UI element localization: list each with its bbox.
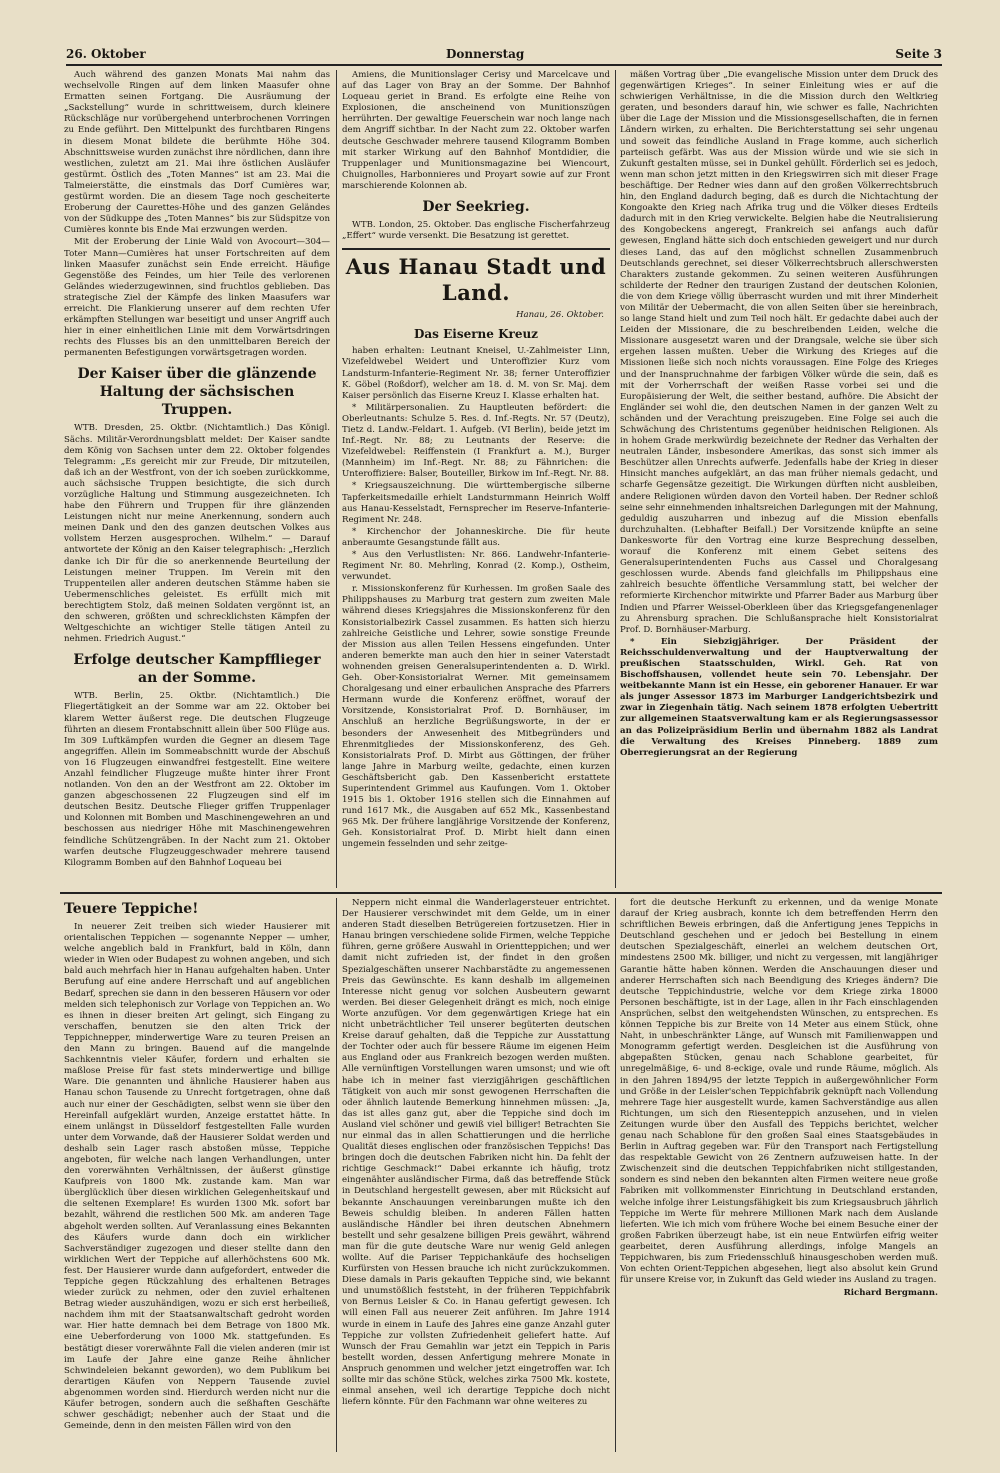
headline-kaiser: Der Kaiser über die glänzende Haltung der sächsischen Truppen.	[77, 366, 317, 419]
section-divider	[60, 892, 942, 894]
headline-kampfflieger: Erfolge deutscher Kampfflieger an der Somme.	[73, 652, 321, 687]
bottom-column-2	[342, 898, 610, 1452]
article-paragraph: WTB. London, 25. Oktober. Das englische Fischerfahrzeug „Effert“ wurde versenkt. Die Besatzung ist gerettet.	[342, 220, 610, 242]
article-paragraph: fort die deutsche Herkunft zu erkennen, und da wenige Monate darauf der Krieg ausbrach, konnte ich dem betreffenden Herrn den schriftlichen Beweis erbringen, daß die Anfertigung jenes Teppichs in Deutschland geschehen und er jedoch bei Bestellung in einem deutschen Spezialgeschäft, einerlei an welchem deutschen Ort, mindestens 2500 Mk. billiger, und nicht zu vergessen, mit langjähriger Garantie hätte haben können. Werden die Anschauungen dieser und anderer Herrschaften sich nach Beendigung des Krieges ändern? Die deutsche Teppichindustrie, welche vor dem Kriege zirka 18000 Personen beschäftigte, ist in der Lage, allen in ihr Fach einschlagenden Ansprüchen, selbst den weitgehendsten Wünschen, zu entsprechen. Es können Teppiche bis zur Breite von 14 Meter aus einem Stück, ohne Naht, in unbeschränkter Länge, auf Wunsch mit Familienwappen und Monogramm gefertigt werden. Desgleichen ist die Ausführung von abgepaßten Stücken, genau nach Schablone gearbeitet, für unregelmäßige, 6- und 8-eckige, ovale und runde Räume, möglich. Als in den Jahren 1894/95 der letzte Teppich in außergewöhnlicher Form und Größe in der Leisler'schen Teppichfabrik geknüpft nach Vollendung mehrere Tage hier ausgestellt wurde, kamen Sachverständige aus allen Richtungen, um sich den Riesenteppich anzusehen, und in vielen Zeitungen wurde über den Ausfall des Teppichs berichtet, welcher genau nach Schablone für den großen Saal eines Staatsgebäudes in Berlin in Auftrag gegeben war. Für den Transport nach Fertigstellung das respektable Gewicht von 26 Zentnern aufzuweisen hatte. In der Zwischenzeit sind die deutschen Teppichfabriken nicht stillgestanden, sondern es sind neben den bekannten alten Firmen weitere neue große Fabriken mit vollkommenster Einrichtung in Deutschland erstanden, welche infolge ihrer Leistungsfähigkeit bis zum Kriegsausbruch jährlich Teppiche im Werte für mehrere Millionen Mark nach dem Auslande lieferten. Wie ich mich vom frühere Woche bei einem Besuche einer der großen Fabriken überzeugt habe, ist ein neue Entwürfen eifrig weiter gearbeitet, deren Ausführung allerdings, infolge Mangels an Teppichwaren, bis zum Friedensschluß hinausgeschoben werden muß. Von echten Orient-Teppichen abgesehen, liegt also absolut kein Grund für unsere Kreise vor, in Zukunft das Geld wieder ins Ausland zu tragen.	[620, 898, 938, 1286]
article-paragraph: mäßen Vortrag über „Die evangelische Mission unter dem Druck des gegenwärtigen Krieges“. In seiner Einleitung wies er auf die schwierigen Verhältnisse, in die die Mission durch den Weltkrieg geraten, und besonders darauf hin, wie schwer es falle, Nachrichten über die Lage der Mission und die Missionsgesellschaften, die in fernen Ländern wirken, zu erhalten. Die Berichterstattung sei sehr ungenau und soweit das feindliche Ausland in Frage komme, auch sicherlich parteiisch gefärbt. Was aus der Mission würde und wie sie sich in Zukunft gestalten müsse, sei in Dunkel gehüllt. Förderlich sei es jedoch, wenn man schon jetzt mitten in den Kriegswirren sich mit dieser Frage beschäftige. Der Redner wies dann auf den großen Völkerrechtsbruch hin, den England dadurch beging, daß es durch die Nichtachtung der Kongoakte den Krieg nach Afrika trug und die Völker dieses Erdteils dadurch mit in den Krieg verwickelte. Belgien habe die Neutralisierung des Kongobeckens angeregt, Frankreich sei anfangs auch dafür gewesen, England hätte sich doch entschieden geweigert und nur durch dieses Land, das auf den möglichst schnellen Zusammenbruch Deutschlands gerechnet, sei dieser Völkerrechtsbruch allerschwersten Charakters zustande gekommen. Zu seinen weiteren Ausführungen schilderte der Redner den traurigen Zustand der deutschen Kolonien, die von dem Kriege völlig überrascht wurden und mit ihrer Minderheit von Militär der Uebermacht, die von allen Seiten über sie hereinbrach, so lange Stand hielt und zum Teil noch hält. Er gedachte dabei auch der Leiden der Missionare, die zu beschreibenden Leiden, welche die Missionare ausgesetzt waren und der Drangsale, welche sie über sich ergehen lassen mußten. Ueber die Wirkung des Krieges auf die Missionen ließe sich noch nichts voraussagen. Eine Folge des Krieges und der Inanspruchnahme der farbigen Völker würde die sein, daß es mit der Vorherrschaft der weißen Rasse vorbei sei und die Europäisierung der Welt, die seither bestand, aufhöre. Die Absicht der Engländer sei wohl die, den deutschen Namen in der ganzen Welt zu schänden und der Verachtung preiszugeben. Eine Folge sei auch die Schwächung des Christentums gegenüber heidnischen Religionen. Als in hohem Grade merkwürdig bezeichnete der Redner das Verhalten der neutralen Länder, insbesondere Amerikas, das sonst sich immer als Beschützer allen Unrechts aufwerfe. Jedenfalls habe der Krieg in dieser Hinsicht manches aufgeklärt, an das man früher niemals gedacht, und scharfe Gegensätze gezeitigt. Die Wirkungen dürften nicht ausbleiben, andere Religionen würden davon den Vorteil haben. Der Redner schloß seine sehr einnehmenden inhaltsreichen Darlegungen mit der Mahnung, geduldig auszuharren und inbezug auf die Mission ebenfalls durchzuhalten. (Lebhafter Beifall.) Der Vorsitzende knüpfte an seine Dankesworte für den Vortrag eine kurze Besprechung desselben, worauf die Konferenz mit einem Gebet seitens des Generalsuperintendenten Fuchs aus Cassel und Choralgesang geschlossen wurde. Abends fand gleichfalls im Philippshaus eine zahlreich besuchte öffentliche Versammlung statt, bei welcher der reformierte Kirchenchor mitwirkte und Pfarrer Bader aus Marburg über Indien und Pfarrer Weissel-Oberkleen über das Kriegsgefangenenlager zu Ahrensburg sprachen. Die Schlußansprache hielt Konsistorialrat Prof. D. Bornhäuser-Marburg.	[620, 70, 938, 635]
article-paragraph: * Kriegsauszeichnung. Die württembergische silberne Tapferkeitsmedaille erhielt Landsturmmann Heinrich Wolff aus Hanau-Kesselstadt, Fernsprecher im Reserve-Infanterie-Regiment Nr. 248.	[342, 481, 610, 525]
headline-seekrieg: Der Seekrieg.	[422, 199, 530, 216]
column-divider	[336, 70, 337, 888]
column-divider	[615, 70, 616, 888]
section-title-hanau: Aus Hanau Stadt und Land.	[342, 248, 610, 306]
bottom-column-3	[620, 898, 938, 1452]
article-paragraph: * Aus den Verlustlisten: Nr. 866. Landwehr-Infanterie-Regiment Nr. 80. Mehrling, Konrad (2. Komp.), Ostheim, verwundet.	[342, 550, 610, 583]
article-paragraph: Neppern nicht einmal die Wanderlagersteuer entrichtet. Der Hausierer verschwindet mit dem Gelde, um in einer anderen Stadt dieselben Betrügereien fortzusetzen. Hier in Hanau bringen verschiedene solide Firmen, welche Teppiche führen, gerne größere Auswahl in Orientteppichen; und wer damit nicht zufrieden ist, der findet in den großen Spezialgeschäften unserer Nachbarstädte zu angemessenen Preis das Gewünschte. Es kann deshalb im allgemeinen Interesse nicht genug vor solchen Ausbeutern gewarnt werden. Bei dieser Gelegenheit drängt es mich, noch einige Worte anzufügen. Vor dem gegenwärtigen Kriege hat ein nicht unbeträchtlicher Teil unserer begüterten deutschen Kreise darauf gehalten, daß die Teppiche zur Ausstattung der Tochter oder auch für bessere Räume im eigenen Heim aus England oder aus Frankreich bezogen werden mußten. Alle vernünftigen Vorstellungen waren umsonst; und wie oft habe ich in meiner fast vierzigjährigen geschäftlichen Tätigkeit von auch mir sonst gewogenen Herrschaften die oder ähnlich lautende Bemerkung hinnehmen müssen: „Ja, das ist alles ganz gut, aber die Teppiche sind doch im Ausland viel schöner und gewiß viel billiger! Betrachten Sie nur einmal das in allen Schattierungen und die herrliche Qualität dieses englischen oder französischen Teppichs! Das bringen doch die deutschen Fabriken nicht hin. Da fehlt der richtige Geschmack!“ Dabei erkannte ich häufig, trotz eingenähter ausländischer Firma, daß das betreffende Stück in Deutschland hergestellt gewesen, aber mit Rücksicht auf bekannte Anschauungen vereinbarungen mußte ich den Beweis schuldig bleiben. In anderen Fällen hatten ausländische Händler bei ihren deutschen Abnehmern bestellt und sehr gesalzene billigen Preis gewährt, während man für die gute deutsche Ware nur wenig Geld anlegen wollte. Auf die Pariser Teppichankäufe des hochseligen Kurfürsten von Hessen brauche ich nicht zurückzukommen. Diese damals in Paris gekauften Teppiche sind, wie bekannt und unumstößlich feststeht, in der früheren Teppichfabrik von Bernus Leisler & Co. in Hanau gefertigt gewesen. Ich will einen Fall aus neuerer Zeit anführen. Im Jahre 1914 wurde in einem in Laufe des Jahres eine ganze Anzahl guter Teppiche zur vollsten Zufriedenheit geliefert hatte. Auf Wunsch der Frau Gemahlin war jetzt ein Teppich in Paris bestellt worden, dessen Anfertigung mehrere Monate in Anspruch genommen und welcher jetzt eingetroffen war. Ich sollte mir das schöne Stück, welches zirka 7500 Mk. kostete, einmal ansehen, weil ich derartige Teppiche doch nicht liefern könnte. Für den Fachmann war ohne weiteres zu	[342, 898, 610, 1408]
column-divider	[615, 898, 616, 1452]
header-weekday: Donnerstag	[446, 47, 525, 61]
article-paragraph: * Kirchenchor der Johanneskirche. Die für heute anberaumte Gesangstunde fällt aus.	[342, 526, 610, 548]
article-paragraph: Auch während des ganzen Monats Mai nahm das wechselvolle Ringen auf dem linken Maasufer ohne Ermatten seinen Fortgang. Die Ausräumung der „Sackstellung“ wurde in schrittweisem, durch kleinere Rückschläge nur vorübergehend unterbrochenen Vorringen zu Ende geführt. Den Mittelpunkt des furchtbaren Ringens in diesem Monat bildete die berühmte Höhe 304. Abschnittsweise wurden zunächst ihre nördlichen, dann ihre westlichen, zuletzt am 21. Mai ihre östlichen Ausläufer gestürmt. Östlich des „Toten Mannes“ ist am 23. Mai die Talmeierstätte, die einstmals das Dorf Cumières war, gestürmt worden. Die an diesem Tage noch gescheiterte Eroberung der Caurettes-Höhe und des ganzen Geländes von der Südkuppe des „Toten Mannes“ bis zur Südspitze von Cumières konnte bis Ende Mai erzwungen werden.	[64, 70, 330, 236]
headline-teppiche: Teuere Teppiche!	[64, 901, 199, 917]
page-header	[66, 44, 942, 66]
article-paragraph: WTB. Dresden, 25. Oktbr. (Nichtamtlich.) Das Königl. Sächs. Militär-Verordnungsblatt meldet: Der Kaiser sandte dem König von Sachsen unter dem 22. Oktober folgendes Telegramm: „Es gereicht mir zur Freude, Dir mitzuteilen, daß ich an der Westfront, von der ich soeben zurückkomme, auch sächsische Truppen besichtigte, die sich durch vorzügliche Haltung und Stimmung ausgezeichneten. Ich habe den Führern und Truppen für ihre glänzenden Leistungen nicht nur meine Anerkennung, sondern auch meinen Dank und den des ganzen deutschen Volkes aus vollstem Herzen ausgesprochen. Wilhelm.“ — Darauf antwortete der König an den Kaiser telegraphisch: „Herzlich danke ich Dir für die so anerkennende Beurteilung der Leistungen meiner Truppen. Im Verein mit den Truppenteilen aller anderen deutschen Stämme haben sie Uebermenschliches geleistet. Es erfüllt mich mit berechtigtem Stolz, daß meinen Soldaten vergönnt ist, an den schweren, größten und schrecklichsten Kämpfen der Weltgeschichte an wichtiger Stelle tätigen Anteil zu nehmen. Friedrich August.“	[64, 423, 330, 645]
article-paragraph: * Militärpersonalien. Zu Hauptleuten befördert: die Oberleutnants: Schulze 5. Res. d. Inf.-Regts. Nr. 57 (Deutz), Tietz d. Landw.-Feldart. 1. Aufgeb. (VI Berlin), beide jetzt im Inf.-Regt. Nr. 88; zu Leutnants der Reserve: die Vizefeldwebel: Reiffenstein (I Frankfurt a. M.), Burger (Mannheim) im Inf.-Regt. Nr. 88; zu Fähnrichen: die Unteroffiziere: Balser, Bouteiller, Birkow im Inf.-Regt. Nr. 88.	[342, 402, 610, 480]
header-date: 26. Oktober	[66, 47, 146, 61]
headline-eiserne-kreuz: Das Eiserne Kreuz	[414, 327, 538, 342]
article-paragraph: In neuerer Zeit treiben sich wieder Hausierer mit orientalischen Teppichen — sogenannte Nepper — umher, welche angeblich bald in Frankfurt, bald in Köln, dann wieder in Wien oder Budapest zu wohnen angeben, und sich bald auch mehrfach hier in Hanau aufgehalten haben. Unter Berufung auf eine andere Herrschaft und auf angeblichen Bedarf, sprechen sie dann in den besseren Häusern vor oder melden sich telephonisch zur Vorlage von Teppichen an. Wo es ihnen in dieser breiten Art gelingt, sich Eingang zu verschaffen, benutzen sie den alten Trick der Teppichnepper, minderwertige Ware zu teuren Preisen an den Mann zu bringen. Bauend auf die mangelnde Sachkenntnis vieler Käufer, fordern und erhalten sie maßlose Preise für fast stets minderwertige und billige Ware. Die genannten und ähnliche Hausierer haben aus Hanau schon Tausende zu Unrecht fortgetragen, ohne daß auch nur einer der Geschädigten, selbst wenn sie über den Hereinfall aufgeklärt wurden, Anzeige erstattet hätte. In einem unlängst in Düsseldorf festgestellten Falle wurden unter dem Vorwande, daß der Hausierer Soldat werden und deshalb sein Lager rasch abstoßen müsse, Teppiche angeboten, für welche nach langen Verhandlungen, unter den vorerwähnten Verhältnissen, der äußerst günstige Kaufpreis von 1800 Mk. zustande kam. Man war überglücklich über diesen wirklichen Gelegenheitskauf und die seltenen Exemplare! Es wurden 1300 Mk. sofort bar bezahlt, während die restlichen 500 Mk. am anderen Tage abgeholt werden sollten. Auf Veranlassung eines Bekannten des Käufers wurde dann doch ein wirklicher Sachverständiger zugezogen und dieser stellte dann den wirklichen Wert der Teppiche auf allerhöchstens 600 Mk. fest. Der Hausierer wurde dann aufgefordert, entweder die Teppiche gegen Rückzahlung des erhaltenen Betrages wieder zurück zu nehmen, oder den zuviel erhaltenen Betrag wieder auszuhändigen, wozu er sich erst herbeiließ, nachdem ihm mit der Staatsanwaltschaft gedroht worden war. Hier hatte demnach bei dem Betrage von 1800 Mk. eine Ueberforderung von 1000 Mk. stattgefunden. Es bestätigt dieser vorerwähnte Fall die vielen anderen (mir ist im Laufe der Jahre eine ganze Reihe ähnlicher Schwindeleien bekannt geworden), wo dem Publikum bei derartigen Käufen von Neppern Tausende zuviel abgenommen worden sind. Hierdurch werden nicht nur die Käufer betrogen, sondern auch die seßhaften Geschäfte schwer geschädigt; nebenher auch der Staat und die Gemeinde, denn in den meisten Fällen wird von den	[64, 922, 330, 1432]
article-paragraph: haben erhalten: Leutnant Kneisel, U.-Zahlmeister Linn, Vizefeldwebel Weidert und Unteroffizier Kurz vom Landsturm-Infanterie-Regiment Nr. 38; ferner Unteroffizier K. Göbel (Roßdorf), welcher am 18. d. M. von Sr. Maj. dem Kaiser persönlich das Eiserne Kreuz I. Klasse erhalten hat.	[342, 346, 610, 401]
header-page-number: Seite 3	[895, 47, 942, 61]
dateline: Hanau, 26. Oktober.	[515, 310, 604, 321]
article-paragraph: r. Missionskonferenz für Kurhessen. Im großen Saale des Philippshauses zu Marburg trat gestern zum zweiten Male während dieses Kriegsjahres die Missionskonferenz für den Konsistorialbezirk Cassel zusammen. Es hatten sich hierzu zahlreiche Geistliche und Lehrer, sowie sonstige Freunde der Mission aus allen Teilen Hessens eingefunden. Unter anderen bemerkte man auch den hier in seiner Vaterstadt wohnenden greisen Generalsuperintendenten a. D. Wirkl. Geh. Ober-Konsistorialrat Werner. Mit gemeinsamem Choralgesang und einer erbaulichen Ansprache des Pfarrers Hermann wurde die Konferenz eröffnet, worauf der Vorsitzende, Konsistorialrat Prof. D. Bornhäuser, im Anschluß an herzliche Begrüßungsworte, in der er besonders der Anwesenheit des Mitbegründers und Ehrenmitgliedes der Missionskonferenz, des Geh. Konsistorialrats Prof. D. Mirbt aus Göttingen, der früher lange Jahre in Marburg weilte, gedachte, einen kurzen Geschäftsbericht gab. Den Kassenbericht erstattete Superintendent Grimmel aus Kaufungen. Vom 1. Oktober 1915 bis 1. Oktober 1916 stellen sich die Einnahmen auf rund 1617 Mk., die Ausgaben auf 652 Mk., Kassenbestand 965 Mk. Der frühere langjährige Vorsitzende der Konferenz, Geh. Konsistorialrat Prof. D. Mirbt hielt dann einen ungemein fesselnden und sehr zeitge-	[342, 584, 610, 850]
article-paragraph: Amiens, die Munitionslager Cerisy und Marcelcave und auf das Lager von Bray an der Somme. Der Bahnhof Loqueau geriet in Brand. Es erfolgte eine Reihe von Explosionen, die anscheinend von Munitionszügen herrührten. Der gewaltige Feuerschein war noch lange nach dem Angriff sichtbar. In der Nacht zum 22. Oktober warfen deutsche Geschwader mehrere tausend Kilogramm Bomben mit starker Wirkung auf den Bahnhof Montdidier, die Truppenlager und Munitionsmagazine bei Wiencourt, Chuignolles, Harbonnieres und Proyart sowie auf zur Front marschierende Kolonnen ab.	[342, 70, 610, 191]
article-paragraph: WTB. Berlin, 25. Oktbr. (Nichtamtlich.) Die Fliegertätigkeit an der Somme war am 22. Oktober bei klarem Wetter äußerst rege. Die deutschen Flugzeuge führten an diesem Frontabschnitt allein über 500 Flüge aus. Im 309 Luftkämpfen wurden die Gegner an diesem Tage angegriffen. Allein im Sommeabschnitt wurde der Abschuß von 16 Flugzeugen einwandfrei festgestellt. Eine weitere Anzahl feindlicher Flugzeuge mußte hinter ihrer Front notlanden. Von den an der Westfront am 22. Oktober im ganzen abgeschossenen 22 Flugzeugen sind elf im deutschen Besitz. Deutsche Flieger griffen Truppenlager und Kolonnen mit Bomben und Maschinengewehren an und beschossen aus niedriger Höhe mit Maschinengewehren feindliche Schützengräben. In der Nacht zum 21. Oktober warfen deutsche Flugzeuggeschwader mehrere tausend Kilogramm Bomben auf den Bahnhof Loqueau bei	[64, 691, 330, 868]
article-paragraph: Mit der Eroberung der Linie Wald von Avocourt—304—Toter Mann—Cumières hat unser Fortschreiten auf dem linken Maasufer zunächst sein Ende erreicht. Häufige Gegenstöße des Feindes, um hier Teile des verlorenen Geländes wiederzugewinnen, sind fruchtlos geblieben. Das strategische Ziel der Kämpfe des linken Maasufers war erreicht. Die Flankierung unserer auf dem rechten Ufer erkämpften Stellungen war beseitigt und unser Angriff auch hier in einer einheitlichen Linie mit dem Vorwärtsdringen rechts des Flusses bis an den unmittelbaren Bereich der permanenten Befestigungen vorwärtsgetragen worden.	[64, 237, 330, 359]
author-signature: Richard Bergmann.	[843, 1288, 938, 1299]
article-paragraph: * Ein Siebzigjähriger. Der Präsident der Reichsschuldenverwaltung und der Hauptverwaltung der preußischen Staatsschulden, Wirkl. Geh. Rat von Bischoffshausen, vollendet heute sein 70. Lebensjahr. Der weitbekannte Mann ist ein Hesse, ein geborener Hanauer. Er war als junger Assessor 1873 im Marburger Landgerichtsbezirk und zwar in Ziegenhain tätig. Nach seinem 1878 erfolgten Uebertritt zur allgemeinen Staatsverwaltung kam er als Regierungsassessor an das Polizeipräsidium Berlin und übernahm 1882 als Landrat die Verwaltung des Kreises Pinneberg. 1889 zum Oberregierungsrat an der Regierung	[620, 636, 938, 758]
column-3	[620, 70, 938, 888]
column-2	[342, 70, 610, 888]
column-divider	[336, 898, 337, 1452]
bottom-column-1	[64, 898, 330, 1452]
column-1	[64, 70, 330, 888]
